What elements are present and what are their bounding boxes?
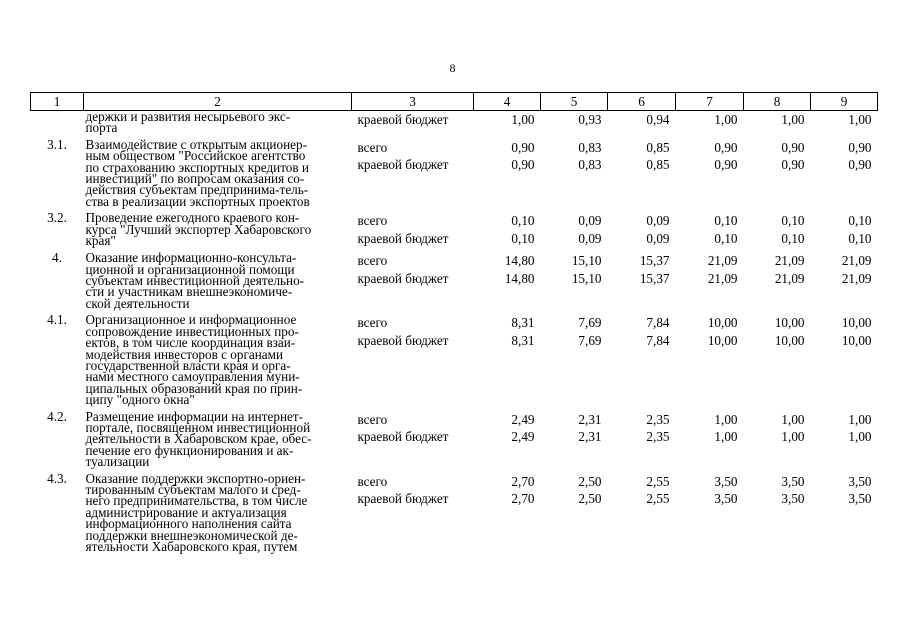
value: 3,50 [714,473,738,489]
row-number: 4. [52,250,62,266]
description-line: деятельности в Хабаровском крае, обес- [85,431,312,447]
source-label: краевой бюджет [357,230,449,246]
value-cell-col-8 [744,207,811,247]
value: 10,00 [707,332,738,348]
description-line: сти и участникам внешнеэкономиче- [85,284,293,300]
value-cell-col-7 [676,111,744,134]
value: 2,35 [646,411,670,427]
value: 3,50 [714,491,738,507]
description-line: ектов, в том числе координация взаи- [85,335,296,351]
description-line: ства в реализации экспортных проектов [85,193,310,209]
value-cell-col-9 [811,309,878,405]
value-cell-col-7 [676,309,744,405]
value-cell-col-4 [474,134,541,207]
value: 0,10 [781,213,805,229]
source-label: краевой бюджет [357,429,449,445]
value-cell-col-9 [811,468,878,553]
value-cell-col-9 [811,247,878,309]
column-header-3: 3 [352,93,474,111]
value-cell-col-6 [608,207,676,247]
table-row [31,309,878,405]
description-line: нами местного самоуправления муни- [85,369,300,385]
value: 0,09 [646,213,670,229]
description-line: курса "Лучший экспортер Хабаровского [85,221,312,237]
value: 0,85 [646,139,670,155]
value: 0,85 [646,157,670,173]
value-cell-col-7 [676,468,744,553]
funding-source [352,247,474,309]
description-line: ным обществом "Российское агентство [85,148,306,164]
row-description [84,247,352,309]
column-header-2: 2 [84,93,352,111]
source-label: всего [357,411,388,427]
value-cell-col-4 [474,406,541,468]
budget-table [30,92,878,552]
source-label: всего [357,139,388,155]
value: 0,09 [646,230,670,246]
source-label: краевой бюджет [357,332,449,348]
value: 21,09 [841,270,872,286]
description-line: действия субъектам предпринима-тель- [85,182,309,198]
row-description [84,207,352,247]
value-cell-col-6 [608,406,676,468]
value: 1,00 [848,429,872,445]
value-cell-col-8 [744,247,811,309]
description-line: него предпринимательства, в том числе [85,493,308,509]
value-cell-col-4 [474,247,541,309]
value: 2,70 [511,491,535,507]
value: 1,00 [781,411,805,427]
description-line: поддержки внешнеэкономической де- [85,527,298,543]
value: 14,80 [504,253,535,269]
value: 2,35 [646,429,670,445]
value: 0,10 [511,213,535,229]
value: 0,90 [511,157,535,173]
funding-source [352,207,474,247]
column-header-5: 5 [541,93,608,111]
row-number: 4.3. [47,470,67,486]
table-row [31,207,878,247]
value: 1,00 [781,429,805,445]
source-label: краевой бюджет [357,270,449,286]
description-line: тированным субъектам малого и сред- [85,481,301,497]
value-cell-col-6 [608,247,676,309]
value-cell-col-8 [744,134,811,207]
value: 0,10 [511,230,535,246]
value: 7,69 [578,332,602,348]
value-cell-col-9 [811,134,878,207]
value: 10,00 [841,332,872,348]
description-line: портале, посвященном инвестиционной [85,419,311,435]
value: 0,90 [714,157,738,173]
value: 1,00 [781,112,805,127]
description-line: администрирование и актуализация [85,504,287,520]
funding-source [352,309,474,405]
description-line: Проведение ежегодного краевого кон- [85,210,300,226]
value-cell-col-4 [474,111,541,134]
value-cell-col-5 [541,468,608,553]
table-row [31,134,878,207]
value-cell-col-9 [811,111,878,134]
value: 1,00 [848,411,872,427]
row-number: 4.1. [47,312,67,328]
value: 0,83 [578,157,602,173]
description-line: порта [85,120,118,136]
value: 14,80 [504,270,535,286]
description-line: Оказание информационно-консульта- [85,250,297,266]
value: 3,50 [848,491,872,507]
row-description [84,468,352,553]
value: 0,90 [848,139,872,155]
value: 2,49 [511,429,535,445]
row-description [84,111,352,134]
value: 21,09 [707,270,738,286]
value-cell-col-5 [541,406,608,468]
value: 10,00 [841,315,872,331]
value: 7,84 [646,315,670,331]
value: 0,10 [848,213,872,229]
value-cell-col-6 [608,309,676,405]
value: 8,31 [511,315,535,331]
table-row [31,111,878,134]
funding-source [352,468,474,553]
table-row [31,468,878,553]
source-label: краевой бюджет [357,491,449,507]
column-header-6: 6 [608,93,676,111]
source-label: всего [357,213,388,229]
value: 2,50 [578,491,602,507]
value: 3,50 [781,491,805,507]
description-line: Размещение информации на интернет- [85,408,304,424]
value: 15,37 [639,253,670,269]
description-line: Взаимодействие с открытым акционер- [85,136,307,152]
value-cell-col-9 [811,406,878,468]
value-cell-col-8 [744,309,811,405]
row-number: 4.2. [47,408,67,424]
source-label: всего [357,473,388,489]
description-line: ционной и организационной помощи [85,261,295,277]
value-cell-col-4 [474,207,541,247]
table-body [31,111,878,553]
value-cell-col-6 [608,111,676,134]
value: 0,90 [848,157,872,173]
value-cell-col-5 [541,207,608,247]
row-number [31,111,84,134]
value: 10,00 [774,332,805,348]
value: 2,31 [578,429,602,445]
value: 1,00 [714,112,738,127]
description-line: инвестиций" по вопросам оказания со- [85,171,305,187]
table-header [31,93,878,111]
value-cell-col-5 [541,111,608,134]
value: 15,10 [571,270,602,286]
value: 0,10 [781,230,805,246]
value: 0,90 [714,139,738,155]
value: 0,09 [578,213,602,229]
value: 0,10 [714,213,738,229]
value-cell-col-4 [474,468,541,553]
value: 7,84 [646,332,670,348]
value-cell-col-5 [541,247,608,309]
row-description [84,309,352,408]
value: 0,93 [578,112,602,127]
value: 0,94 [646,112,670,127]
value-cell-col-7 [676,207,744,247]
value-cell-col-8 [744,468,811,553]
row-description [84,406,352,468]
value-cell-col-6 [608,134,676,207]
value: 7,69 [578,315,602,331]
value: 2,31 [578,411,602,427]
value: 1,00 [714,429,738,445]
source-label: всего [357,253,388,269]
row-number: 3.2. [47,210,67,226]
value: 2,50 [578,473,602,489]
value: 1,00 [848,112,872,127]
description-line: туализации [85,454,150,470]
value: 8,31 [511,332,535,348]
value: 0,09 [578,230,602,246]
description-line: края" [85,233,116,249]
value: 10,00 [707,315,738,331]
description-line: ской деятельности [85,295,190,311]
funding-source [352,111,474,134]
value: 21,09 [774,253,805,269]
value: 2,55 [646,491,670,507]
value: 0,90 [781,157,805,173]
value: 0,83 [578,139,602,155]
funding-source [352,406,474,468]
value: 1,00 [714,411,738,427]
description-line: по страхованию экспортных кредитов и [85,159,309,175]
value: 0,10 [714,230,738,246]
description-line: печение его функционирования и ак- [85,442,294,458]
description-line: сопровождение инвестиционных про- [85,323,299,339]
value-cell-col-8 [744,406,811,468]
row-number: 3.1. [47,136,67,152]
value: 0,90 [781,139,805,155]
column-header-1: 1 [31,93,84,111]
value: 2,55 [646,473,670,489]
value: 0,90 [511,139,535,155]
value: 1,00 [511,112,535,127]
column-header-4: 4 [474,93,541,111]
value-cell-col-7 [676,134,744,207]
value: 2,70 [511,473,535,489]
column-header-7: 7 [676,93,744,111]
value-cell-col-6 [608,468,676,553]
description-line: Организационное и информационное [85,312,297,328]
description-line: ципальных образований края по прин- [85,380,303,396]
table-row [31,247,878,309]
value: 3,50 [781,473,805,489]
value: 21,09 [774,270,805,286]
column-header-9: 9 [811,93,878,111]
description-line: ципу "одного окна" [85,392,195,408]
page-number: 8 [449,61,456,75]
value-cell-col-7 [676,247,744,309]
source-label: краевой бюджет [357,112,449,127]
value-cell-col-7 [676,406,744,468]
description-line: модействия инвесторов с органами [85,346,284,362]
value-cell-col-8 [744,111,811,134]
description-line: держки и развития несырьевого экс- [85,109,291,124]
source-label: всего [357,315,388,331]
source-label: краевой бюджет [357,157,449,173]
column-header-8: 8 [744,93,811,111]
value-cell-col-9 [811,207,878,247]
value: 2,49 [511,411,535,427]
value: 3,50 [848,473,872,489]
value: 21,09 [841,253,872,269]
row-description [84,134,352,207]
value-cell-col-4 [474,309,541,405]
description-line: государственной власти края и орга- [85,357,291,373]
value-cell-col-5 [541,309,608,405]
description-line: Оказание поддержки экспортно-ориен- [85,470,306,486]
table-row [31,406,878,468]
value: 0,10 [848,230,872,246]
description-line: информационного наполнения сайта [85,516,292,532]
value: 21,09 [707,253,738,269]
value: 10,00 [774,315,805,331]
value: 15,37 [639,270,670,286]
value: 15,10 [571,253,602,269]
description-line: субъектам инвестиционной деятельно- [85,273,305,289]
funding-source [352,134,474,207]
description-line: ятельности Хабаровского края, путем [85,539,298,554]
value-cell-col-5 [541,134,608,207]
